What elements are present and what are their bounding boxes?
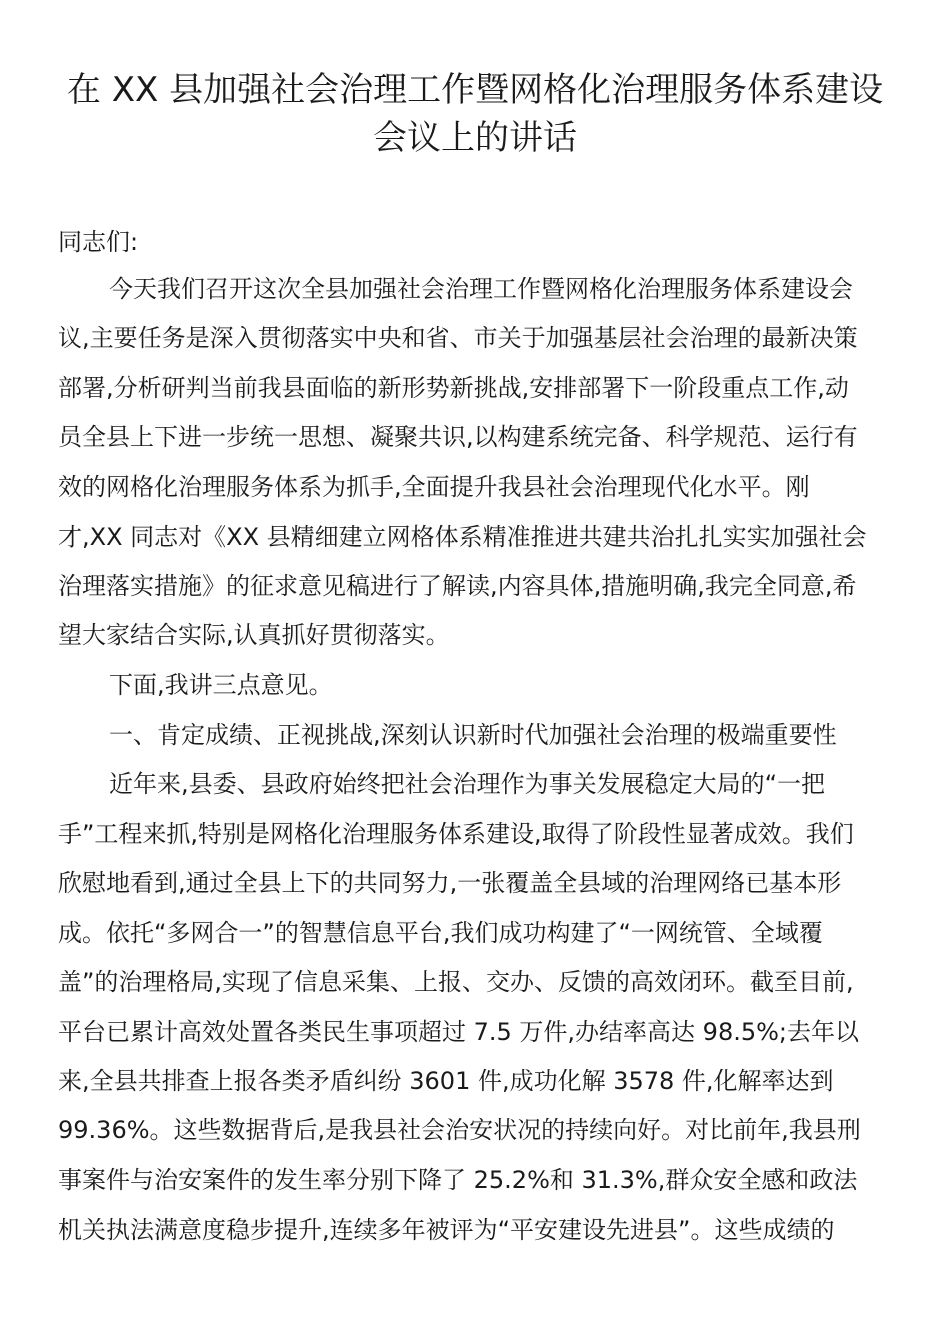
body-line: 望大家结合实际,认真抓好贯彻落实。 bbox=[58, 621, 450, 649]
body-line: 员全县上下进一步统一思想、凝聚共识,以构建系统完备、科学规范、运行有 bbox=[58, 423, 858, 451]
body-line: 治理落实措施》的征求意见稿进行了解读,内容具体,措施明确,我完全同意,希 bbox=[58, 572, 857, 600]
body-line: 平台已累计高效处置各类民生事项超过 7.5 万件,办结率高达 98.5%;去年以 bbox=[58, 1018, 860, 1046]
body-line: 手”工程来抓,特别是网格化治理服务体系建设,取得了阶段性显著成效。我们 bbox=[58, 820, 854, 848]
body-line: 部署,分析研判当前我县面临的新形势新挑战,安排部署下一阶段重点工作,动 bbox=[58, 374, 849, 402]
body-line: 近年来,县委、县政府始终把社会治理作为事关发展稳定大局的“一把 bbox=[109, 770, 826, 798]
body-line: 今天我们召开这次全县加强社会治理工作暨网格化治理服务体系建设会 bbox=[109, 275, 853, 303]
body-line: 才,XX 同志对《XX 县精细建立网格体系精准推进共建共治扎扎实实加强社会 bbox=[58, 523, 867, 551]
document-title-line-1: 在 XX 县加强社会治理工作暨网格化治理服务体系建设 bbox=[66, 70, 884, 110]
body-line: 机关执法满意度稳步提升,连续多年被评为“平安建设先进县”。这些成绩的 bbox=[58, 1216, 835, 1244]
body-line: 99.36%。这些数据背后,是我县社会治安状况的持续向好。对比前年,我县刑 bbox=[58, 1116, 861, 1144]
salutation: 同志们: bbox=[58, 228, 139, 256]
body-line: 欣慰地看到,通过全县上下的共同努力,一张覆盖全县域的治理网络已基本形 bbox=[58, 869, 842, 897]
body-line: 来,全县共排查上报各类矛盾纠纷 3601 件,成功化解 3578 件,化解率达到 bbox=[58, 1067, 834, 1095]
body-line: 效的网格化治理服务体系为抓手,全面提升我县社会治理现代化水平。刚 bbox=[58, 473, 810, 501]
body-line: 盖”的治理格局,实现了信息采集、上报、交办、反馈的高效闭环。截至目前, bbox=[58, 968, 854, 996]
body-line: 下面,我讲三点意见。 bbox=[109, 671, 333, 699]
section-heading-1: 一、肯定成绩、正视挑战,深刻认识新时代加强社会治理的极端重要性 bbox=[109, 721, 837, 749]
body-line: 事案件与治安案件的发生率分别下降了 25.2%和 31.3%,群众安全感和政法 bbox=[58, 1166, 858, 1194]
body-line: 议,主要任务是深入贯彻落实中央和省、市关于加强基层社会治理的最新决策 bbox=[58, 324, 858, 352]
document-title-line-2: 会议上的讲话 bbox=[373, 118, 577, 158]
body-line: 成。依托“多网合一”的智慧信息平台,我们成功构建了“一网统管、全域覆 bbox=[58, 919, 823, 947]
